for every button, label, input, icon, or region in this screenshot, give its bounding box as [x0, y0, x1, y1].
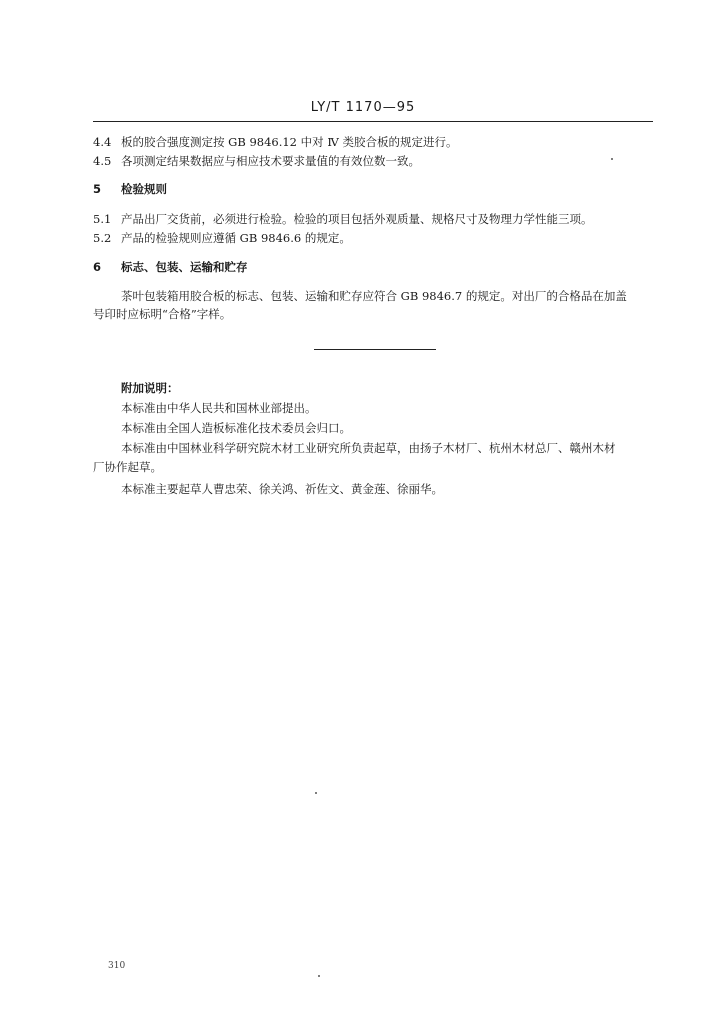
clause-text: 产品出厂交货前，必须进行检验。检验的项目包括外观质量、规格尺寸及物理力学性能三项。: [121, 212, 593, 226]
appendix-line-2: 本标准由全国人造板标准化技术委员会归口。: [121, 421, 351, 435]
section-title: 标志、包装、运输和贮存: [121, 260, 248, 274]
clause-5-2: [93, 230, 351, 246]
clause-number: 4.4: [93, 135, 112, 149]
appendix-line-1: 本标准由中华人民共和国林业部提出。: [121, 401, 317, 415]
section-6-heading: [93, 259, 248, 275]
clause-text: 产品的检验规则应遵循 GB 9846.6 的规定。: [121, 231, 351, 245]
appendix-line-3a: 本标准由中国林业科学研究院木材工业研究所负责起草，由扬子木材厂、杭州木材总厂、赣州木材: [121, 441, 616, 455]
clause-number: 5.1: [93, 212, 112, 226]
section-number: 5: [93, 182, 102, 196]
scan-speck: [611, 158, 613, 160]
scan-speck: [315, 792, 317, 794]
header-rule: [93, 121, 653, 122]
end-of-text-rule: [314, 349, 436, 350]
section-6-body-line-2: 号印时应标明“合格”字样。: [93, 307, 232, 321]
clause-4-5: [93, 153, 420, 169]
scan-speck: [318, 975, 320, 977]
clause-5-1: [93, 211, 593, 227]
page-number: 310: [108, 961, 126, 971]
section-title: 检验规则: [121, 182, 167, 196]
section-5-heading: [93, 181, 167, 197]
section-number: 6: [93, 260, 102, 274]
clause-text: 板的胶合强度测定按 GB 9846.12 中对 Ⅳ 类胶合板的规定进行。: [121, 135, 458, 149]
appendix-line-3b: 厂协作起草。: [93, 460, 162, 474]
clause-number: 4.5: [93, 154, 112, 168]
appendix-line-4: 本标准主要起草人曹忠荣、徐关鸿、祈佐文、黄金莲、徐丽华。: [121, 482, 443, 496]
appendix-title: 附加说明：: [121, 381, 179, 395]
standard-code-header: LY/T 1170—95: [310, 100, 416, 115]
clause-4-4: [93, 134, 457, 150]
clause-text: 各项测定结果数据应与相应技术要求量值的有效位数一致。: [121, 154, 420, 168]
clause-number: 5.2: [93, 231, 112, 245]
section-6-body-line-1: 茶叶包装箱用胶合板的标志、包装、运输和贮存应符合 GB 9846.7 的规定。对出厂的合格品在加盖: [121, 289, 627, 303]
